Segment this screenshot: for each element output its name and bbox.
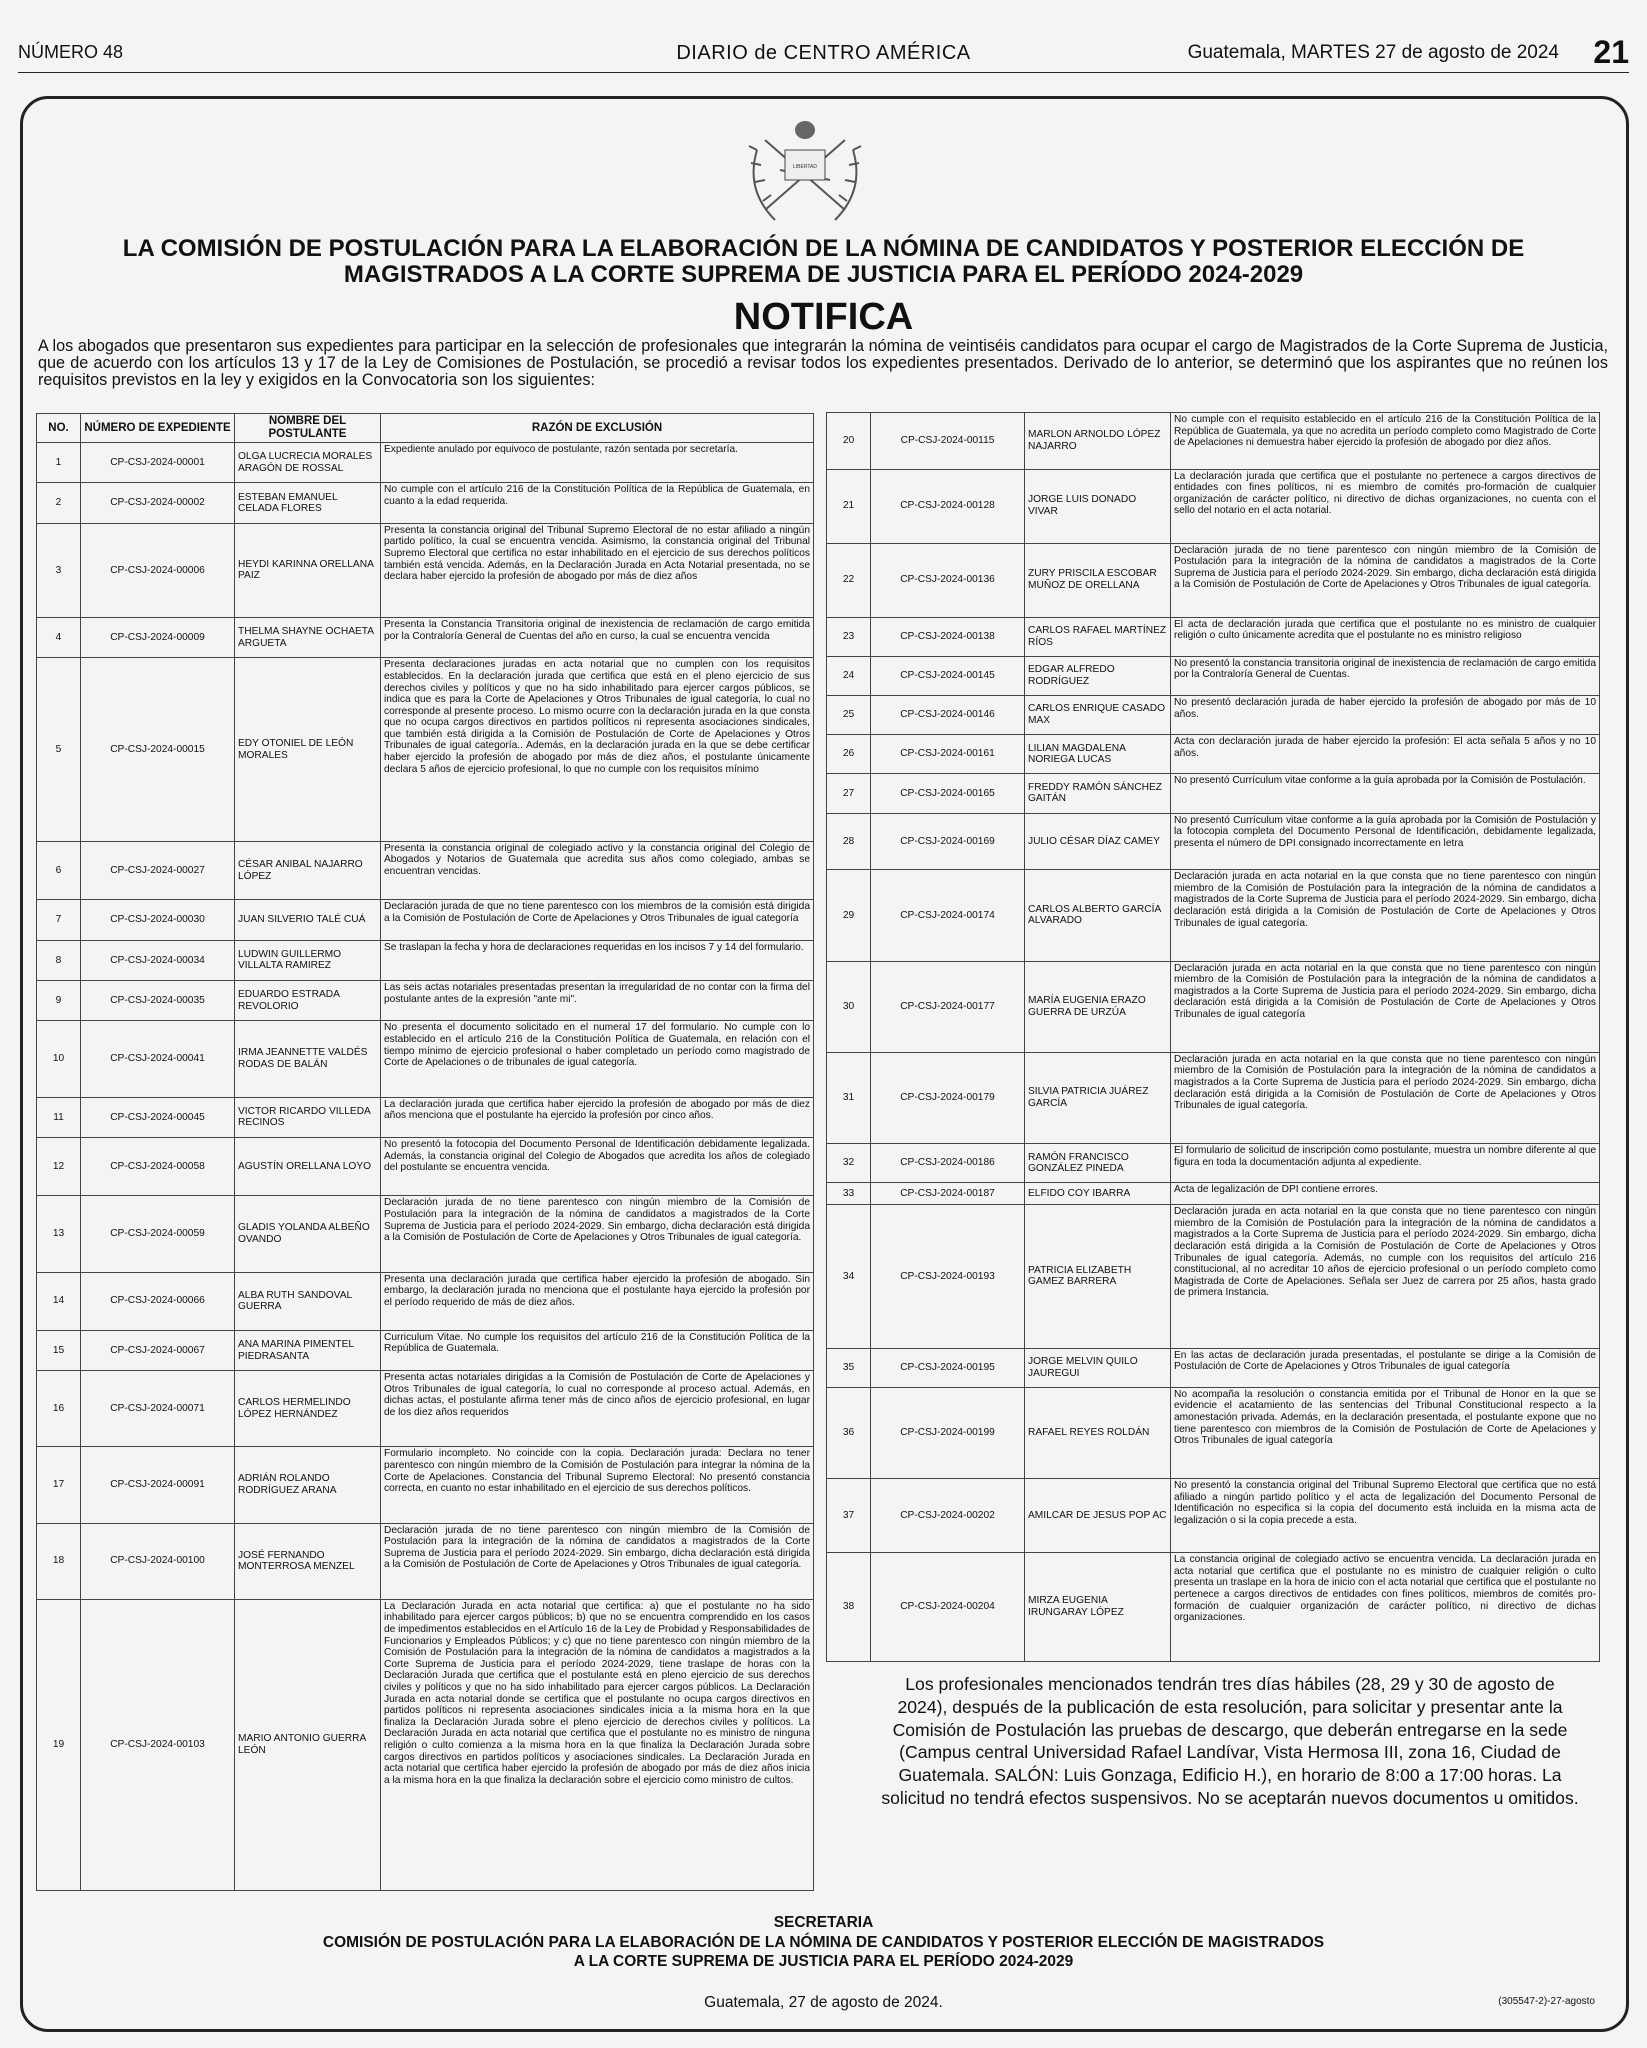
row-expediente: CP-CSJ-2024-00202 xyxy=(871,1479,1025,1553)
header-nombre: NOMBRE DEL POSTULANTE xyxy=(235,414,381,443)
table-row xyxy=(827,1479,1600,1553)
row-number: 5 xyxy=(37,658,81,842)
table-row xyxy=(37,443,814,483)
row-nombre: RAMÓN FRANCISCO GONZÁLEZ PINEDA xyxy=(1025,1144,1171,1183)
row-number: 27 xyxy=(827,774,871,813)
row-razon: Declaración jurada en acta notarial en la que consta que no tiene parentesco con ningún miembro de la Comisión de Postulación para la integración de la nómina de candidatos a magistrados de la Corte Suprema de Justicia para el período 2024-2029. Sin embargo, dicha declaración está dirigida a la Comisión de Postulación de Corte de Apelaciones y Otros Tribunales de igual categoría. xyxy=(1171,870,1600,961)
publication-code: (305547-2)-27-agosto xyxy=(1498,1996,1595,2007)
row-razon: La constancia original de colegiado activo se encuentra vencida. La declaración jurada en acta notarial que certifica que el postulante no es ministro de cualquier religión o culto presenta un traslape en la hora de inicio con el acta notarial que certifica que el postulante no pertenece a cargos directivos de entidades con fines políticos, miembros de comités pro-formación de cualquier organización de carácter político, ni directivo de dichas organizaciones. xyxy=(1171,1553,1600,1662)
footer-signature xyxy=(0,1913,1647,1972)
row-razon: Expediente anulado por equivoco de postulante, razón sentada por secretaría. xyxy=(381,443,814,483)
row-expediente: CP-CSJ-2024-00115 xyxy=(871,413,1025,470)
row-nombre: FREDDY RAMÓN SÁNCHEZ GAITÁN xyxy=(1025,774,1171,813)
row-razon: Las seis actas notariales presentadas presentan la irregularidad de no contar con la firma del postulante antes de la expresión "ante mi". xyxy=(381,981,814,1021)
row-nombre: CARLOS ENRIQUE CASADO MAX xyxy=(1025,695,1171,734)
row-razon: Declaración jurada de no tiene parentesco con ningún miembro de la Comisión de Postulación para la integración de la nómina de candidatos a magistrados de la Corte Suprema de Justicia para el período 2024-2029. Sin embargo, dicha declaración está dirigida a la Comisión de Postulación de Corte de Apelaciones y Otros Tribunales de igual categoría. xyxy=(1171,543,1600,617)
row-expediente: CP-CSJ-2024-00136 xyxy=(871,543,1025,617)
row-number: 35 xyxy=(827,1348,871,1387)
row-nombre: MARLON ARNOLDO LÓPEZ NAJARRO xyxy=(1025,413,1171,470)
row-number: 21 xyxy=(827,469,871,543)
row-expediente: CP-CSJ-2024-00174 xyxy=(871,870,1025,961)
table-row xyxy=(37,1272,814,1330)
row-expediente: CP-CSJ-2024-00015 xyxy=(81,658,235,842)
issue-number: NÚMERO 48 xyxy=(18,42,124,62)
row-razon: No cumple con el artículo 216 de la Constitución Política de la República de Guatemala, en cuanto a la edad requerida. xyxy=(381,483,814,523)
row-number: 25 xyxy=(827,695,871,734)
row-nombre: JOSÉ FERNANDO MONTERROSA MENZEL xyxy=(235,1523,381,1599)
row-number: 6 xyxy=(37,841,81,899)
row-nombre: THELMA SHAYNE OCHAETA ARGUETA xyxy=(235,617,381,657)
table-row xyxy=(37,1196,814,1272)
row-number: 30 xyxy=(827,961,871,1052)
row-number: 23 xyxy=(827,617,871,656)
row-expediente: CP-CSJ-2024-00035 xyxy=(81,981,235,1021)
row-number: 7 xyxy=(37,900,81,940)
row-number: 38 xyxy=(827,1553,871,1662)
row-expediente: CP-CSJ-2024-00071 xyxy=(81,1371,235,1447)
row-nombre: SILVIA PATRICIA JUÁREZ GARCÍA xyxy=(1025,1052,1171,1143)
row-nombre: VICTOR RICARDO VILLEDA RECINOS xyxy=(235,1097,381,1137)
table-row xyxy=(37,1599,814,1890)
row-expediente: CP-CSJ-2024-00067 xyxy=(81,1330,235,1370)
row-nombre: IRMA JEANNETTE VALDÉS RODAS DE BALÁN xyxy=(235,1021,381,1097)
row-expediente: CP-CSJ-2024-00195 xyxy=(871,1348,1025,1387)
row-nombre: ADRIÁN ROLANDO RODRÍGUEZ ARANA xyxy=(235,1447,381,1523)
row-number: 37 xyxy=(827,1479,871,1553)
row-nombre: PATRICIA ELIZABETH GAMEZ BARRERA xyxy=(1025,1205,1171,1348)
row-nombre: JORGE MELVIN QUILO JAUREGUI xyxy=(1025,1348,1171,1387)
exclusion-table-right xyxy=(826,412,1600,1662)
row-expediente: CP-CSJ-2024-00002 xyxy=(81,483,235,523)
table-row xyxy=(37,617,814,657)
row-razon: No presentó la fotocopia del Documento Personal de Identificación debidamente legalizada. Además, la constancia original del Colegio de Abogados que acredita los años de colegiado del postulante se encuentra vencida. xyxy=(381,1138,814,1196)
table-row xyxy=(827,1052,1600,1143)
row-number: 16 xyxy=(37,1371,81,1447)
table-row xyxy=(827,1553,1600,1662)
table-row xyxy=(37,1138,814,1196)
row-expediente: CP-CSJ-2024-00169 xyxy=(871,813,1025,870)
row-expediente: CP-CSJ-2024-00138 xyxy=(871,617,1025,656)
row-razon: Acta con declaración jurada de haber ejercido la profesión: El acta señala 5 años y no 10 años. xyxy=(1171,735,1600,774)
row-expediente: CP-CSJ-2024-00091 xyxy=(81,1447,235,1523)
row-number: 10 xyxy=(37,1021,81,1097)
row-expediente: CP-CSJ-2024-00045 xyxy=(81,1097,235,1137)
footer-date: Guatemala, 27 de agosto de 2024. xyxy=(704,1994,943,2011)
row-razon: El formulario de solicitud de inscripción como postulante, muestra un nombre diferente al que figura en toda la documentación adjunta al expediente. xyxy=(1171,1144,1600,1183)
row-number: 34 xyxy=(827,1205,871,1348)
row-nombre: CARLOS RAFAEL MARTÍNEZ RÍOS xyxy=(1025,617,1171,656)
table-row xyxy=(37,841,814,899)
row-razon: Presenta declaraciones juradas en acta notarial que no cumplen con los requisitos establecidos. En la declaración jurada que certifica que está en el pleno ejercicio de sus derechos civiles y políticos y que no ha sido inhabilitado para ejercer cargos públicos, se indica que es para la Corte de Apelaciones y Otros Tribunales de igual categoría, lo cual no corresponde al presente proceso. Lo mismo ocurre con la declaración jurada en la que consta que no ocupa cargos directivos en partidos políticos ni representa asociaciones sindicales, que también está dirigida a la Comisión de Postulación de Corte de Apelaciones y Otros Tribunales de igual categoría.. Además, en la declaración jurada en la que se debe certificar haber ejercido la profesión de abogado por más de diez años, el postulante únicamente declara 5 años de ejercicio profesional, lo que no cumple con los requisitos mínimo xyxy=(381,658,814,842)
row-expediente: CP-CSJ-2024-00059 xyxy=(81,1196,235,1272)
table-row xyxy=(37,1447,814,1523)
row-nombre: CÉSAR ANIBAL NAJARRO LÓPEZ xyxy=(235,841,381,899)
table-row xyxy=(37,1097,814,1137)
row-expediente: CP-CSJ-2024-00204 xyxy=(871,1553,1025,1662)
notifica-heading: NOTIFICA xyxy=(733,296,914,338)
row-expediente: CP-CSJ-2024-00165 xyxy=(871,774,1025,813)
row-razon: Se traslapan la fecha y hora de declaraciones requeridas en los incisos 7 y 14 del formulario. xyxy=(381,940,814,980)
row-razon: Formulario incompleto. No coincide con la copia. Declaración jurada: Declara no tener parentesco con ningún miembro de la Comisión de Postulación para integrar la nómina de la Corte de Apelaciones. Constancia del Tribunal Supremo Electoral: No presentó constancia correcta, en cuanto no estar inhabilitado en el ejercicio de sus derechos políticos. xyxy=(381,1447,814,1523)
row-expediente: CP-CSJ-2024-00030 xyxy=(81,900,235,940)
secretaria-label: SECRETARIA xyxy=(773,1914,874,1931)
row-expediente: CP-CSJ-2024-00001 xyxy=(81,443,235,483)
row-expediente: CP-CSJ-2024-00027 xyxy=(81,841,235,899)
row-expediente: CP-CSJ-2024-00006 xyxy=(81,523,235,617)
table-row xyxy=(37,483,814,523)
exclusion-table-left xyxy=(36,413,814,1891)
footer-line-2: A LA CORTE SUPREMA DE JUSTICIA PARA EL PERÍODO 2024-2029 xyxy=(573,1953,1074,1970)
row-number: 28 xyxy=(827,813,871,870)
row-number: 9 xyxy=(37,981,81,1021)
row-number: 15 xyxy=(37,1330,81,1370)
row-nombre: CARLOS HERMELINDO LÓPEZ HERNÁNDEZ xyxy=(235,1371,381,1447)
table-row xyxy=(827,695,1600,734)
row-razon: El acta de declaración jurada que certifica que el postulante no es ministro de cualquier religión o culto únicamente acredita que el postulante no es ministro religioso xyxy=(1171,617,1600,656)
table-row xyxy=(827,1387,1600,1478)
row-nombre: HEYDI KARINNA ORELLANA PAIZ xyxy=(235,523,381,617)
row-razon: Declaración jurada en acta notarial en la que consta que no tiene parentesco con ningún miembro de la Comisión de Postulación para la integración de la nómina de candidatos a magistrados a la Corte Suprema de Justicia para el período 2024-2029. Sin embargo, dicha declaración está dirigida a la Comisión de Postulación de Corte de Apelaciones y Otros Tribunales de igual categoría. Además, no cumple con los requisitos del artículo 216 constitucional, al no acreditar 10 años de ejercicio profesional o un período completo como Magistrada de Corte de Apelaciones. Señala ser Juez de carrera por 25 años, hasta grado de primera Instancia. xyxy=(1171,1205,1600,1348)
table-row xyxy=(827,543,1600,617)
row-nombre: JULIO CÉSAR DÍAZ CAMEY xyxy=(1025,813,1171,870)
row-razon: Presenta la constancia original de colegiado activo y la constancia original del Colegio de Abogados y Notarios de Guatemala que acredita sus años como colegiado, ambas se encuentran vencidas. xyxy=(381,841,814,899)
row-nombre: MIRZA EUGENIA IRUNGARAY LÓPEZ xyxy=(1025,1553,1171,1662)
row-nombre: RAFAEL REYES ROLDÁN xyxy=(1025,1387,1171,1478)
row-number: 32 xyxy=(827,1144,871,1183)
row-razon: La declaración jurada que certifica que el postulante no pertenece a cargos directivos de entidades con fines políticos, ni es miembro de comités pro-formación de cualquier organización de carácter político, ni directivo de dichas organizaciones, no cuenta con el sello del notario en el acta notarial. xyxy=(1171,469,1600,543)
row-number: 14 xyxy=(37,1272,81,1330)
table-row xyxy=(37,900,814,940)
row-nombre: MARÍA EUGENIA ERAZO GUERRA DE URZÚA xyxy=(1025,961,1171,1052)
row-razon: No presenta el documento solicitado en el numeral 17 del formulario. No cumple con lo establecido en el artículo 216 de la Constitución Política de Guatemala, en relación con el tiempo mínimo de ejercicio profesional o haber completado un período como magistrado de Corte de Apelaciones o de tribunales de igual categoría. xyxy=(381,1021,814,1097)
row-number: 19 xyxy=(37,1599,81,1890)
title-line-1: LA COMISIÓN DE POSTULACIÓN PARA LA ELABORACIÓN DE LA NÓMINA DE CANDIDATOS Y POSTERIOR ELECCIÓN DE xyxy=(122,235,1525,262)
row-nombre: EDY OTONIEL DE LEÓN MORALES xyxy=(235,658,381,842)
row-number: 20 xyxy=(827,413,871,470)
table-row xyxy=(37,981,814,1021)
row-razon: Presenta la Constancia Transitoria original de inexistencia de reclamación de cargo emitida por la Contraloría General de Cuentas del año en curso, la cual se encuentra vencida xyxy=(381,617,814,657)
header-expediente: NÚMERO DE EXPEDIENTE xyxy=(81,414,235,443)
row-razon: Presenta una declaración jurada que certifica haber ejercido la profesión de abogado. Sin embargo, la declaración jurada no menciona que el postulante haya ejercido la profesión por el período requerido de más de diez años. xyxy=(381,1272,814,1330)
row-razon: No presentó Currículum vitae conforme a la guía aprobada por la Comisión de Postulación y la fotocopia completa del Documento Personal de Identificación, debidamente legalizada, presenta el número de DPI consignado incorrectamente en letra xyxy=(1171,813,1600,870)
table-row xyxy=(37,940,814,980)
row-nombre: ANA MARINA PIMENTEL PIEDRASANTA xyxy=(235,1330,381,1370)
table-row xyxy=(827,735,1600,774)
row-expediente: CP-CSJ-2024-00177 xyxy=(871,961,1025,1052)
page-header xyxy=(18,34,1629,73)
row-nombre: OLGA LUCRECIA MORALES ARAGÓN DE ROSSAL xyxy=(235,443,381,483)
table-row xyxy=(827,774,1600,813)
row-number: 4 xyxy=(37,617,81,657)
row-nombre: EDUARDO ESTRADA REVOLORIO xyxy=(235,981,381,1021)
table-row xyxy=(827,1183,1600,1205)
row-razon: No cumple con el requisito establecido en el artículo 216 de la Constitución Política de la República de Guatemala, ya que no acredita un período completo como Magistrado de Corte de Apelaciones ni demuestra haber ejercido la profesión de abogado por diez años. xyxy=(1171,413,1600,470)
row-razon: Declaración jurada de que no tiene parentesco con los miembros de la comisión está dirigida a la Comisión de Postulación de Corte de Apelaciones y Otros Tribunales de igual categoría xyxy=(381,900,814,940)
row-expediente: CP-CSJ-2024-00103 xyxy=(81,1599,235,1890)
row-nombre: AGUSTÍN ORELLANA LOYO xyxy=(235,1138,381,1196)
table-row xyxy=(37,1523,814,1599)
header-no: NO. xyxy=(37,414,81,443)
row-expediente: CP-CSJ-2024-00145 xyxy=(871,656,1025,695)
table-row xyxy=(37,658,814,842)
row-razon: No presentó declaración jurada de haber ejercido la profesión de abogado por más de 10 años. xyxy=(1171,695,1600,734)
row-number: 8 xyxy=(37,940,81,980)
row-expediente: CP-CSJ-2024-00187 xyxy=(871,1183,1025,1205)
row-expediente: CP-CSJ-2024-00193 xyxy=(871,1205,1025,1348)
table-row xyxy=(37,1371,814,1447)
row-nombre: JORGE LUIS DONADO VIVAR xyxy=(1025,469,1171,543)
table-row xyxy=(827,469,1600,543)
row-expediente: CP-CSJ-2024-00009 xyxy=(81,617,235,657)
row-number: 17 xyxy=(37,1447,81,1523)
row-razon: No presentó Currículum vitae conforme a la guía aprobada por la Comisión de Postulación. xyxy=(1171,774,1600,813)
row-number: 13 xyxy=(37,1196,81,1272)
row-number: 12 xyxy=(37,1138,81,1196)
title-line-2: MAGISTRADOS A LA CORTE SUPREMA DE JUSTICIA PARA EL PERÍODO 2024-2029 xyxy=(343,261,1304,288)
header-razon: RAZÓN DE EXCLUSIÓN xyxy=(381,414,814,443)
row-expediente: CP-CSJ-2024-00058 xyxy=(81,1138,235,1196)
row-expediente: CP-CSJ-2024-00128 xyxy=(871,469,1025,543)
row-expediente: CP-CSJ-2024-00066 xyxy=(81,1272,235,1330)
row-number: 33 xyxy=(827,1183,871,1205)
row-number: 2 xyxy=(37,483,81,523)
row-razon: Presenta actas notariales dirigidas a la Comisión de Postulación de Corte de Apelaciones y Otros Tribunales de igual categoría, lo cual no corresponde al proceso actual. Además, en dichas actas, el postulante afirma tener más de cinco años de ejercicio profesional, en lugar de los diez años requeridos xyxy=(381,1371,814,1447)
descargo-notice: Los profesionales mencionados tendrán tres días hábiles (28, 29 y 30 de agosto de 2024), después de la publicación de esta resolución, para solicitar y presentar ante la Comisión de Postulación las pruebas de descargo, que deberán entregarse en la sede (Campus central Universidad Rafael Landívar, Vista Hermosa III, zona 16, Ciudad de Guatemala. SALÓN: Luis Gonzaga, Edificio H.), en horario de 8:00 a 17:00 horas. La solicitud no tendrá efectos suspensivos. No se aceptarán nuevos documentos u omitidos. xyxy=(881,1674,1579,1808)
row-nombre: ZURY PRISCILA ESCOBAR MUÑOZ DE ORELLANA xyxy=(1025,543,1171,617)
row-expediente: CP-CSJ-2024-00199 xyxy=(871,1387,1025,1478)
row-nombre: EDGAR ALFREDO RODRÍGUEZ xyxy=(1025,656,1171,695)
row-nombre: GLADIS YOLANDA ALBEÑO OVANDO xyxy=(235,1196,381,1272)
row-razon: Declaración jurada en acta notarial en la que consta que no tiene parentesco con ningún miembro de la Comisión de Postulación para la integración de la nómina de candidatos a magistrados a la Corte Suprema de Justicia para el período 2024-2029. Sin embargo, dicha declaración está dirigida a la Comisión de Postulación de Corte de Apelaciones y Otros Tribunales de igual categoría. xyxy=(1171,1052,1600,1143)
table-row xyxy=(827,656,1600,695)
newspaper-name: DIARIO de CENTRO AMÉRICA xyxy=(676,42,971,64)
row-expediente: CP-CSJ-2024-00186 xyxy=(871,1144,1025,1183)
row-razon: Declaración jurada de no tiene parentesco con ningún miembro de la Comisión de Postulación para la integración de la nómina de candidatos a magistrados de la Corte Suprema de Justicia para el período 2024-2029. Sin embargo, dicha declaración está dirigida a la Comisión de Postulación de Corte de Apelaciones y Otros Tribunales de igual categoría. xyxy=(381,1523,814,1599)
table-row xyxy=(37,1021,814,1097)
row-nombre: LUDWIN GUILLERMO VILLALTA RAMIREZ xyxy=(235,940,381,980)
row-expediente: CP-CSJ-2024-00041 xyxy=(81,1021,235,1097)
table-row xyxy=(827,813,1600,870)
page-number: 21 xyxy=(1593,34,1629,70)
row-number: 24 xyxy=(827,656,871,695)
issue-date: Guatemala, MARTES 27 de agosto de 2024 xyxy=(1187,42,1559,63)
table-header-row xyxy=(37,414,814,443)
row-expediente: CP-CSJ-2024-00146 xyxy=(871,695,1025,734)
table-row xyxy=(827,413,1600,470)
row-razon: No presentó la constancia original del Tribunal Supremo Electoral que certifica que no está afiliado a ningún partido político y el acta de legalización del Documento Personal de Identificación no especifica si la copia del documento está incluida en la misma acta de legalización o si la copia precede a esta. xyxy=(1171,1479,1600,1553)
row-razon: Declaración jurada en acta notarial en la que consta que no tiene parentesco con ningún miembro de la Comisión de Postulación para la integración de la nómina de candidatos a magistrados a la Corte Suprema de Justicia para el período 2024-2029. Sin embargo, dicha declaración está dirigida a la Comisión de Postulación de Corte de Apelaciones y Otros Tribunales de igual categoría xyxy=(1171,961,1600,1052)
coat-of-arms-icon xyxy=(735,110,875,240)
row-razon: Acta de legalización de DPI contiene errores. xyxy=(1171,1183,1600,1205)
row-number: 11 xyxy=(37,1097,81,1137)
table-row xyxy=(827,1205,1600,1348)
row-number: 26 xyxy=(827,735,871,774)
row-razon: Curriculum Vitae. No cumple los requisitos del artículo 216 de la Constitución Política de la República de Guatemala. xyxy=(381,1330,814,1370)
footer-line-1: COMISIÓN DE POSTULACIÓN PARA LA ELABORACIÓN DE LA NÓMINA DE CANDIDATOS Y POSTERIOR ELECCIÓN DE MAGISTRADOS xyxy=(322,1933,1325,1951)
row-razon: Declaración jurada de no tiene parentesco con ningún miembro de la Comisión de Postulación para la integración de la nómina de candidatos a magistrados de la Corte Suprema de Justicia para el período 2024-2029. Sin embargo, dicha declaración está dirigida a la Comisión de Postulación de Corte de Apelaciones y Otros Tribunales de igual categoría. xyxy=(381,1196,814,1272)
row-razon: No acompaña la resolución o constancia emitida por el Tribunal de Honor en la que se evidencie el acatamiento de las sentencias del Tribunal Constitucional respecto a la amonestación privada. Además, en la declaración presentada, el postulante expone que no tiene parentesco con miembros de la Comisión de Postulación de Corte de Apelaciones y Otros Tribunales de igual categoría xyxy=(1171,1387,1600,1478)
row-nombre: JUAN SILVERIO TALÉ CUÁ xyxy=(235,900,381,940)
row-razon: La Declaración Jurada en acta notarial que certifica: a) que el postulante no ha sido inhabilitado para ejercer cargos públicos; b) que no se encuentra comprendido en los casos de impedimentos establecidos en el Artículo 16 de la Ley de Probidad y Responsabilidades de Funcionarios y Empleados Públicos; y c) que no tiene parentesco con ningún miembro de la Comisión de Postulación para la integración de la nómina de candidatos a magistrados a la Corte Suprema de Justicia para el período 2024-2029, tiene traslape de horas con la Declaración Jurada que certifica que el postulante está en pleno ejercicio de sus derechos civiles y políticos y que no ha sido inhabilitado para ejercer cargos públicos. La Declaración Jurada en acta notarial donde se certifica que el postulante no ocupa cargos directivos en partidos políticos ni representa asociaciones sindicales inicia a la misma hora en la que finaliza la Declaración Jurada sobre el pleno ejercicio de derechos civiles y políticos. La Declaración Jurada en acta notarial que certifica que el postulante no es ministro de ninguna religión o culto comienza a la misma hora en la que finaliza la Declaración Jurada sobre cargos directivos en partidos políticos y asociaciones sindicales. La Declaración Jurada en acta notarial que certifica haber ejercido la profesión de abogado por más de diez años inicia a la misma hora en la que finaliza la declaración sobre el ejercicio como ministro de cultos. xyxy=(381,1599,814,1890)
row-nombre: ALBA RUTH SANDOVAL GUERRA xyxy=(235,1272,381,1330)
row-number: 1 xyxy=(37,443,81,483)
row-nombre: AMILCAR DE JESUS POP AC xyxy=(1025,1479,1171,1553)
row-number: 29 xyxy=(827,870,871,961)
row-nombre: LILIAN MAGDALENA NORIEGA LUCAS xyxy=(1025,735,1171,774)
table-row xyxy=(827,961,1600,1052)
row-expediente: CP-CSJ-2024-00034 xyxy=(81,940,235,980)
row-expediente: CP-CSJ-2024-00179 xyxy=(871,1052,1025,1143)
row-razon: Presenta la constancia original del Tribunal Supremo Electoral de no estar afiliado a ningún partido político, la cual se encuentra vencida. Asimismo, la constancia original del Tribunal Supremo Electoral que certifica no estar inhabilitado en el ejercicio de sus derechos políticos también está vencida. Además, en la Declaración Jurada en Acta Notarial presentada, no se declara haber ejercido la profesión de abogado por más de diez años xyxy=(381,523,814,617)
row-number: 22 xyxy=(827,543,871,617)
row-number: 3 xyxy=(37,523,81,617)
row-nombre: ESTEBAN EMANUEL CELADA FLORES xyxy=(235,483,381,523)
row-number: 31 xyxy=(827,1052,871,1143)
table-row xyxy=(37,1330,814,1370)
table-row xyxy=(37,523,814,617)
row-number: 18 xyxy=(37,1523,81,1599)
table-row xyxy=(827,870,1600,961)
row-nombre: ELFIDO COY IBARRA xyxy=(1025,1183,1171,1205)
table-row xyxy=(827,1144,1600,1183)
intro-paragraph: A los abogados que presentaron sus expedientes para participar en la selección de profesionales que integrarán la nómina de veintiséis candidatos para ocupar el cargo de Magistrados de la Corte Suprema de Justicia, que de acuerdo con los artículos 13 y 17 de la Ley de Comisiones de Postulación, se procedió a revisar todos los expedientes presentados. Derivado de lo anterior, se determinó que los aspirantes que no reúnen los requisitos previstos en la ley y exigidos en la Convocatoria son los siguientes: xyxy=(38,337,1608,389)
row-razon: La declaración jurada que certifica haber ejercido la profesión de abogado por más de diez años menciona que el postulante ha ejercido la profesión por cinco años. xyxy=(381,1097,814,1137)
row-nombre: CARLOS ALBERTO GARCÍA ALVARADO xyxy=(1025,870,1171,961)
row-nombre: MARIO ANTONIO GUERRA LEÓN xyxy=(235,1599,381,1890)
row-razon: En las actas de declaración jurada presentadas, el postulante se dirige a la Comisión de Postulación de Corte de Apelaciones y Otros Tribunales de igual categoría xyxy=(1171,1348,1600,1387)
table-row xyxy=(827,1348,1600,1387)
row-razon: No presentó la constancia transitoria original de inexistencia de reclamación de cargo emitida por la Contraloría General de Cuentas. xyxy=(1171,656,1600,695)
svg-text:LIBERTAD: LIBERTAD xyxy=(793,164,817,170)
row-expediente: CP-CSJ-2024-00161 xyxy=(871,735,1025,774)
table-row xyxy=(827,617,1600,656)
row-number: 36 xyxy=(827,1387,871,1478)
row-expediente: CP-CSJ-2024-00100 xyxy=(81,1523,235,1599)
